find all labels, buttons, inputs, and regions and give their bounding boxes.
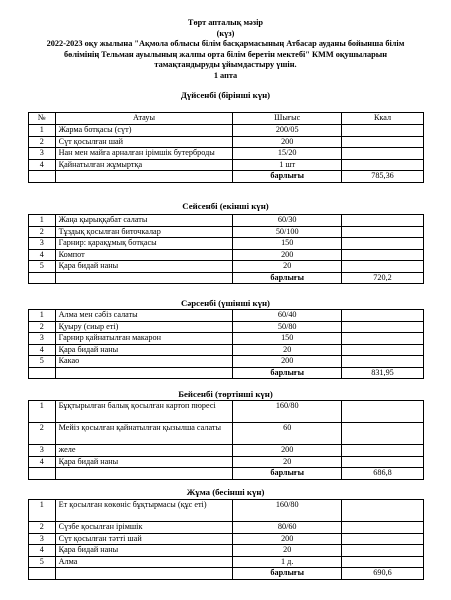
menu-table-day2 bbox=[28, 214, 424, 284]
col-header-name: Атауы bbox=[55, 113, 233, 125]
day-title: Сәрсенбі (үшінші күн) bbox=[181, 298, 270, 308]
table-row: 2 Қуыру (сиыр еті) 50/80 bbox=[29, 321, 424, 333]
total-row: барлығы 831,95 bbox=[29, 367, 424, 379]
menu-table-day5 bbox=[28, 499, 424, 580]
table-row: 1 Жарма ботқасы (сүт) 200/05 bbox=[29, 125, 424, 137]
table-row: 3 Сүт қосылған тәтті шай 200 bbox=[29, 533, 424, 545]
table-row: 4 Қара бидай наны 20 bbox=[29, 344, 424, 356]
header-line: бөлімінің Тельман ауылының жалпы орта білім беретін мектебі" КММ оқушыларын bbox=[64, 49, 387, 59]
total-row: барлығы 785,36 bbox=[29, 171, 424, 183]
header-week: 1 апта bbox=[213, 70, 238, 80]
table-row: 4 Қара бидай наны 20 bbox=[29, 456, 424, 468]
table-row: 2 Тұздық қосылған биточкалар 50/100 bbox=[29, 226, 424, 238]
table-row: 5 Какао 200 bbox=[29, 356, 424, 368]
table-row: 4 Қайнатылған жұмыртқа 1 шт bbox=[29, 159, 424, 171]
menu-table-day3 bbox=[28, 309, 424, 379]
col-header-number: № bbox=[29, 113, 56, 125]
table-header-row bbox=[29, 113, 424, 125]
header-line: тамақтандыруды ұйымдастыру үшін. bbox=[154, 60, 297, 69]
table-row: 5 Алма 1 д. bbox=[29, 556, 424, 568]
header-line: 2022-2023 оқу жылына "Ақмола облысы білім басқармасының Атбасар ауданы бойынша білім bbox=[46, 39, 405, 48]
table-row: 1 Бұқтырылған балық қосылған картоп пюресі 160/80 bbox=[29, 401, 424, 423]
menu-table-day1 bbox=[28, 112, 424, 183]
total-row: барлығы 686,8 bbox=[29, 468, 424, 480]
table-row: 3 желе 200 bbox=[29, 445, 424, 457]
table-row: 3 Гарнир қайнатылған макарон 150 bbox=[29, 333, 424, 345]
table-row: 5 Қара бидай наны 20 bbox=[29, 261, 424, 273]
table-row: 3 Гарнир: қарақұмық ботқасы 150 bbox=[29, 238, 424, 250]
table-row: 2 Мейіз қосылған қайнатылған қызылша салаты 60 bbox=[29, 423, 424, 445]
table-row: 1 Алма мен сәбіз салаты 60/40 bbox=[29, 310, 424, 322]
total-row: барлығы 690,6 bbox=[29, 568, 424, 580]
col-header-kcal: Ккал bbox=[342, 113, 424, 125]
table-row: 1 Ет қосылған көкөніс бұқтырмасы (құс еті) 160/80 bbox=[29, 500, 424, 522]
table-row: 4 Компот 200 bbox=[29, 249, 424, 261]
table-row: 2 Сүзбе қосылған ірімшік 80/60 bbox=[29, 522, 424, 534]
table-row: 4 Қара бидай наны 20 bbox=[29, 545, 424, 557]
total-row: барлығы 720,2 bbox=[29, 272, 424, 284]
day-title: Сейсенбі (екінші күн) bbox=[182, 201, 269, 211]
header-title: Төрт апталық мәзір bbox=[187, 18, 264, 27]
document-header bbox=[0, 0, 451, 81]
day-title: Бейсенбі (төртінші күн) bbox=[178, 389, 273, 399]
col-header-output: Шығыс bbox=[233, 113, 342, 125]
header-season: (күз) bbox=[216, 28, 235, 38]
table-row: 1 Жаңа қырыққабат салаты 60/30 bbox=[29, 215, 424, 227]
day-title: Жұма (бесінші күн) bbox=[186, 487, 265, 497]
table-row: 2 Сүт қосылған шай 200 bbox=[29, 136, 424, 148]
table-row: 3 Нан мен майға арналған ірімшік бутерброды 15/20 bbox=[29, 148, 424, 160]
day-title: Дүйсенбі (бірінші күн) bbox=[180, 90, 271, 100]
menu-table-day4 bbox=[28, 400, 424, 480]
